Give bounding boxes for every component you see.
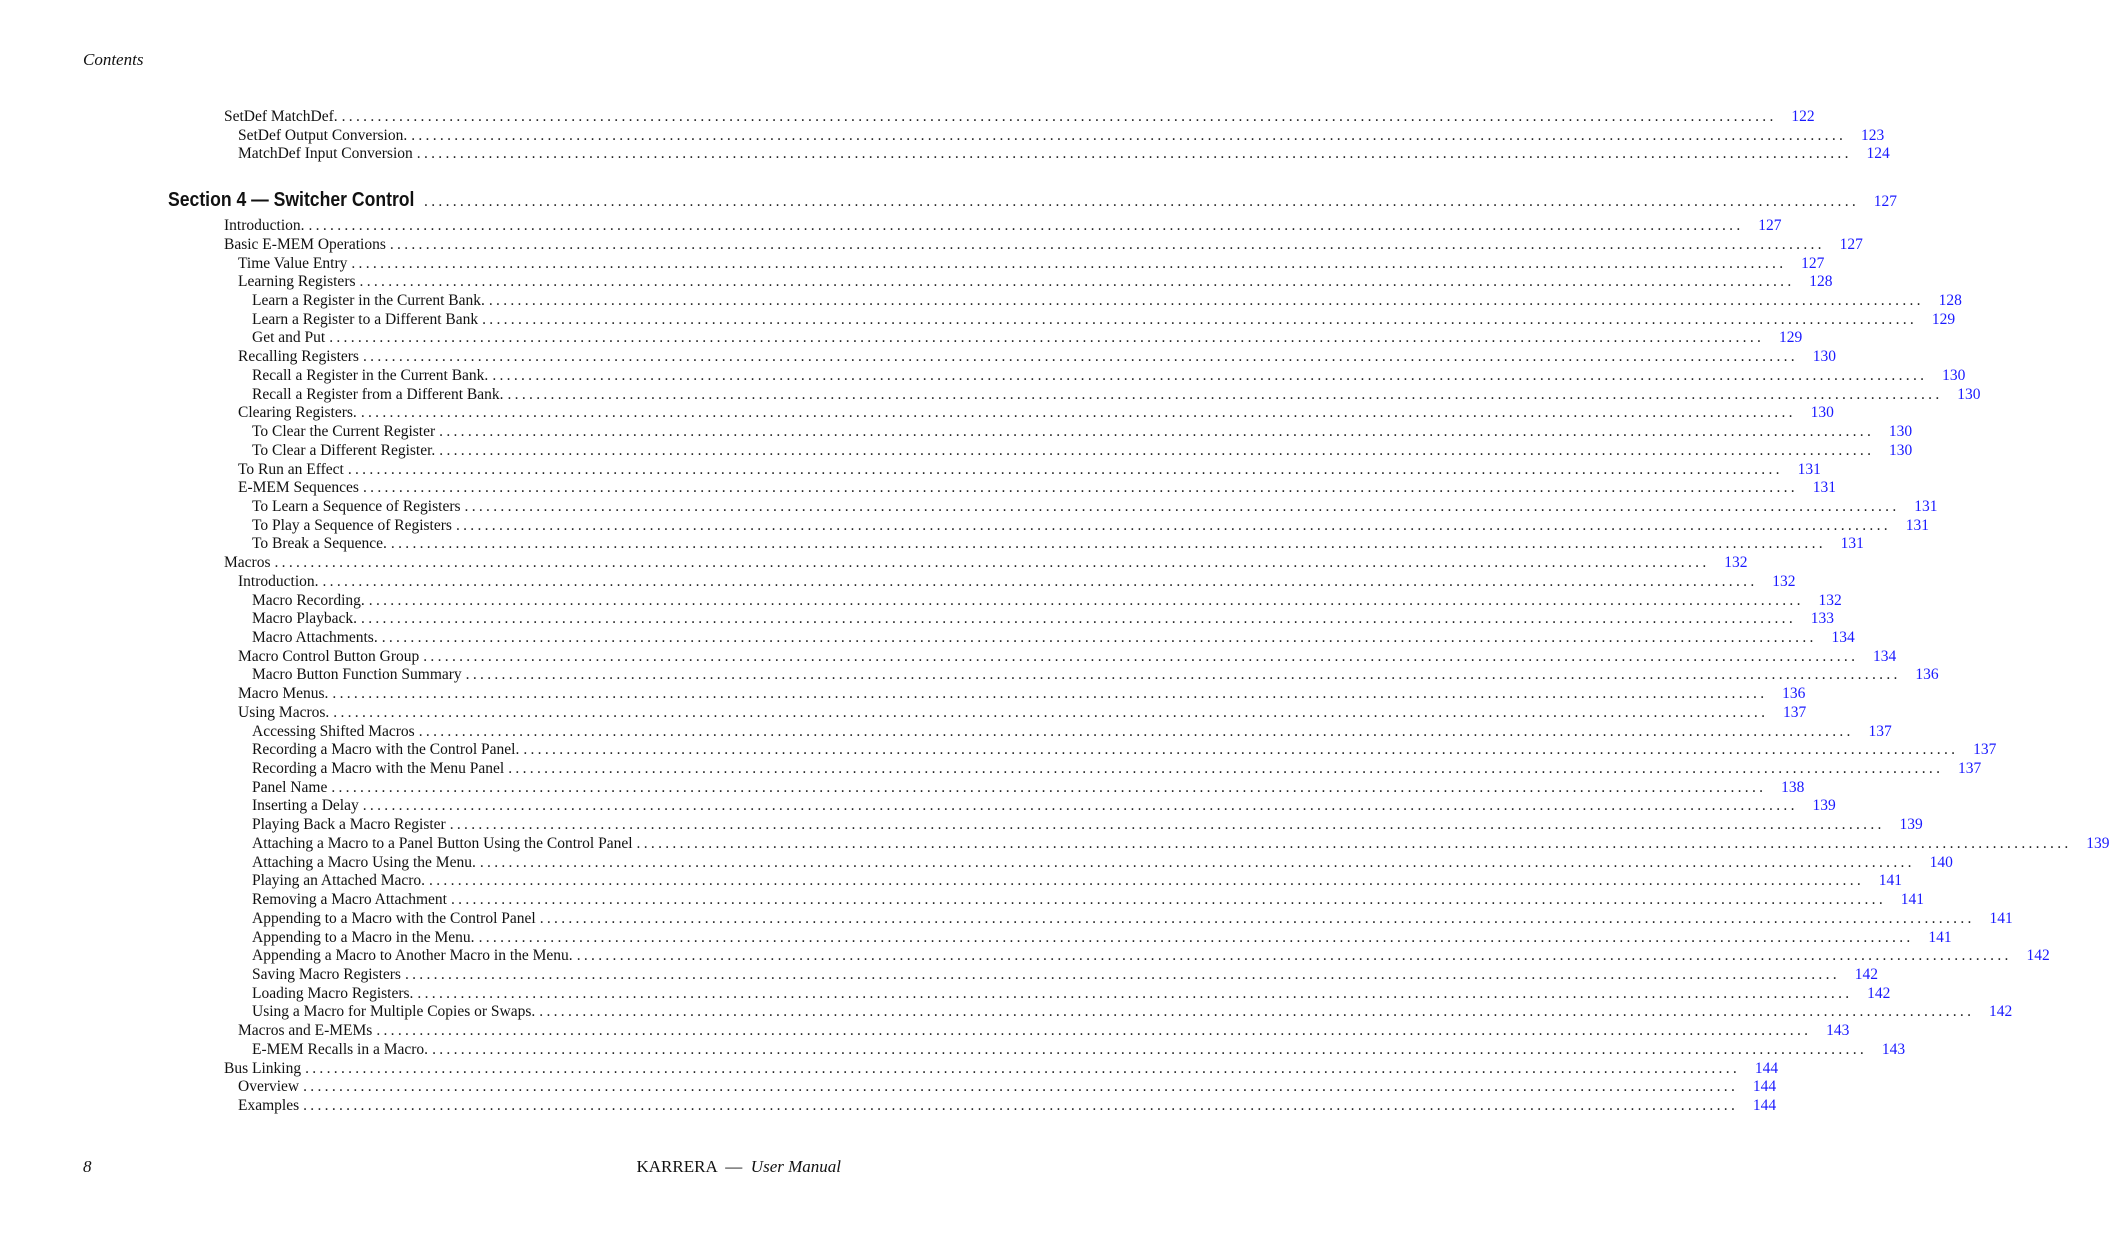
toc-page-link[interactable]: 130 xyxy=(1888,423,1913,441)
toc-page-link[interactable]: 131 xyxy=(1797,460,1821,478)
toc-page-link[interactable]: 127 xyxy=(1873,193,1898,211)
toc-entry-label: Accessing Shifted Macros xyxy=(252,722,415,740)
toc-page-link[interactable]: 130 xyxy=(1942,366,1966,384)
toc-leader-dots: ........................................................................................................................................................................................................ xyxy=(488,292,1924,310)
toc-entry[interactable] xyxy=(238,703,1807,722)
toc-page-link[interactable]: 139 xyxy=(1899,816,1923,834)
toc-leader-dots: ........................................................................................................................................................................................................ xyxy=(361,610,1797,628)
toc-entry[interactable] xyxy=(252,928,1952,947)
toc-page-link[interactable]: 132 xyxy=(1772,572,1796,590)
toc-entry-label: Time Value Entry xyxy=(238,254,348,272)
toc-entry-label: To Break a Sequence. xyxy=(252,535,387,553)
toc-entry[interactable] xyxy=(252,947,2050,965)
toc-leader-dots: ........................................................................................................................................................................................................ xyxy=(360,404,1796,422)
toc-page-link[interactable]: 137 xyxy=(1973,741,1997,759)
toc-page-link[interactable]: 127 xyxy=(1758,217,1782,235)
toc-entry[interactable] xyxy=(252,1003,2013,1021)
toc-entry-label: Macro Playback. xyxy=(252,610,358,628)
toc-leader-dots: ........................................................................................................................................................................................................ xyxy=(351,254,1787,272)
toc-entry-label: MatchDef Input Conversion xyxy=(238,145,413,163)
toc-entry[interactable] xyxy=(252,666,1939,684)
toc-leader-dots: ........................................................................................................................................................................................................ xyxy=(416,145,1852,163)
toc-leader-dots: ........................................................................................................................................................................................................ xyxy=(404,965,1840,983)
toc-entry-label: Macro Recording. xyxy=(252,591,365,609)
toc-entry-label: E-MEM Sequences xyxy=(238,479,359,497)
toc-page-link[interactable]: 136 xyxy=(1782,685,1806,703)
toc-entry-label: Macro Button Function Summary xyxy=(252,666,462,684)
toc-leader-dots: ........................................................................................................................................................................................................ xyxy=(492,366,1928,384)
toc-entry[interactable] xyxy=(238,254,1825,273)
toc-entry-label: Removing a Macro Attachment xyxy=(252,891,447,909)
toc-entry-label: Get and Put xyxy=(252,329,326,347)
toc-entry-label: Bus Linking xyxy=(224,1059,302,1077)
toc-leader-dots: ........................................................................................................................................................................................................ xyxy=(439,441,1875,459)
toc-entry[interactable] xyxy=(252,816,1923,834)
toc-entry-label: To Play a Sequence of Registers xyxy=(252,516,452,534)
toc-entry[interactable] xyxy=(224,1059,1779,1078)
toc-leader-dots: ........................................................................................................................................................................................................ xyxy=(303,1078,1739,1096)
toc-entry[interactable] xyxy=(224,217,1782,235)
toc-entry[interactable] xyxy=(252,591,1842,610)
toc-page-link[interactable]: 139 xyxy=(1812,797,1836,815)
toc-entry[interactable] xyxy=(252,872,1903,890)
toc-entry-label: Overview xyxy=(238,1078,300,1096)
toc-leader-dots: ........................................................................................................................................................................................................ xyxy=(464,497,1900,515)
toc-leader-dots: ........................................................................................................................................................................................................ xyxy=(411,126,1847,144)
toc-entry[interactable] xyxy=(252,965,1878,984)
toc-leader-dots: ........................................................................................................................................................................................................ xyxy=(523,741,1959,759)
toc-entry-label: Macro Menus. xyxy=(238,685,329,703)
toc-page-link[interactable]: 140 xyxy=(1929,853,1953,871)
toc-leader-dots: ........................................................................................................................................................................................................ xyxy=(424,193,1860,211)
toc-entry-label: Recall a Register in the Current Bank. xyxy=(252,366,489,384)
toc-page-link[interactable]: 142 xyxy=(1867,984,1891,1002)
toc-leader-dots: ........................................................................................................................................................................................................ xyxy=(362,797,1798,815)
toc-leader-dots: ........................................................................................................................................................................................................ xyxy=(341,108,1777,125)
toc-entry[interactable] xyxy=(252,984,1891,1003)
toc-entry-label: Learn a Register to a Different Bank xyxy=(252,310,479,328)
toc-entry-label: Attaching a Macro to a Panel Button Using the Control Panel xyxy=(252,834,633,852)
toc-entry[interactable] xyxy=(252,292,1962,310)
toc-entry[interactable] xyxy=(252,760,1982,778)
toc-entry-label: Panel Name xyxy=(252,778,328,796)
toc-page-link[interactable]: 129 xyxy=(1931,310,1956,328)
toc-entry-label: Recording a Macro with the Control Panel. xyxy=(252,741,520,759)
footer-doc-title: User Manual xyxy=(750,1157,841,1176)
toc-page-link[interactable]: 133 xyxy=(1810,610,1835,628)
toc-entry[interactable] xyxy=(252,441,1913,460)
toc-leader-dots: ........................................................................................................................................................................................................ xyxy=(347,460,1783,478)
toc-entry[interactable] xyxy=(224,554,1748,572)
toc-entry-label: Appending to a Macro with the Control Panel xyxy=(252,909,536,927)
toc-leader-dots: ........................................................................................................................................................................................................ xyxy=(331,778,1767,796)
toc-leader-dots: ........................................................................................................................................................................................................ xyxy=(449,816,1885,834)
toc-leader-dots: ........................................................................................................................................................................................................ xyxy=(381,629,1817,646)
toc-entry-label: Macros xyxy=(224,554,271,572)
toc-leader-dots: ........................................................................................................................................................................................................ xyxy=(322,572,1758,590)
toc-page-link[interactable]: 144 xyxy=(1752,1097,1777,1114)
toc-entry-label: Learn a Register in the Current Bank. xyxy=(252,292,485,310)
toc-entry[interactable] xyxy=(238,647,1897,666)
toc-entry[interactable] xyxy=(252,853,1953,872)
toc-entry-label: To Run an Effect xyxy=(238,460,344,478)
toc-page-link[interactable]: 142 xyxy=(2026,947,2050,965)
toc-leader-dots: ........................................................................................................................................................................................................ xyxy=(417,984,1853,1002)
toc-entry-label: Macros and E-MEMs xyxy=(238,1022,373,1040)
toc-page-link[interactable]: 136 xyxy=(1915,666,1939,684)
toc-page-link[interactable]: 130 xyxy=(1889,441,1913,459)
toc-page-link[interactable]: 137 xyxy=(1868,722,1892,740)
toc-entry[interactable] xyxy=(252,909,2013,928)
toc-leader-dots: ........................................................................................................................................................................................................ xyxy=(362,479,1798,497)
toc-entry-label: SetDef MatchDef. xyxy=(224,108,338,125)
toc-entry[interactable] xyxy=(252,610,1835,628)
toc-leader-dots: ........................................................................................................................................................................................................ xyxy=(451,891,1886,909)
toc-entry-label: Saving Macro Registers xyxy=(252,965,401,983)
toc-leader-dots: ........................................................................................................................................................................................................ xyxy=(576,947,2012,965)
footer-separator: — xyxy=(725,1157,743,1176)
toc-entry[interactable] xyxy=(252,797,1836,815)
toc-leader-dots: ........................................................................................................................................................................................................ xyxy=(479,853,1915,871)
toc-entry[interactable] xyxy=(238,479,1836,497)
toc-page-link[interactable]: 138 xyxy=(1781,778,1805,796)
toc-entry-label: Inserting a Delay xyxy=(252,797,359,815)
running-header: Contents xyxy=(83,50,144,69)
toc-entry-label: Loading Macro Registers. xyxy=(252,984,414,1002)
toc-leader-dots: ........................................................................................................................................................................................................ xyxy=(376,1022,1812,1040)
toc-page-link[interactable]: 142 xyxy=(1854,965,1878,983)
toc-page-link[interactable]: 141 xyxy=(1900,891,1924,909)
toc-leader-dots: ........................................................................................................................................................................................................ xyxy=(423,647,1859,665)
toc-leader-dots: ........................................................................................................................................................................................................ xyxy=(482,310,1918,328)
toc-page-link[interactable]: 137 xyxy=(1958,760,1982,778)
toc-entry[interactable] xyxy=(252,629,1855,647)
toc-leader-dots: ........................................................................................................................................................................................................ xyxy=(429,872,1865,890)
toc-page-link[interactable]: 143 xyxy=(1826,1022,1850,1040)
toc-entry[interactable] xyxy=(252,366,1966,385)
toc-leader-dots: ........................................................................................................................................................................................................ xyxy=(465,666,1901,684)
toc-entry[interactable] xyxy=(238,460,1821,479)
toc-page-link[interactable]: 128 xyxy=(1938,292,1962,310)
toc-page-link[interactable]: 141 xyxy=(1878,872,1903,890)
toc-leader-dots: ........................................................................................................................................................................................................ xyxy=(508,760,1944,778)
toc-entry[interactable] xyxy=(252,329,1803,347)
toc-entry[interactable] xyxy=(252,722,1892,741)
toc-page-link[interactable]: 134 xyxy=(1831,629,1855,646)
toc-page-link[interactable]: 141 xyxy=(1928,928,1952,946)
toc-entry-label: To Clear a Different Register. xyxy=(252,441,436,459)
toc-entry-label: Basic E-MEM Operations xyxy=(224,235,386,253)
toc-leader-dots: ........................................................................................................................................................................................................ xyxy=(332,685,1768,703)
toc-leader-dots: ........................................................................................................................................................................................................ xyxy=(329,329,1765,347)
toc-entry-label: Introduction. xyxy=(224,217,305,235)
toc-leader-dots: ........................................................................................................................................................................................................ xyxy=(455,516,1891,534)
toc-page-link[interactable]: 137 xyxy=(1783,703,1807,721)
toc-entry[interactable] xyxy=(252,497,1938,516)
toc-entry-label: Using Macros. xyxy=(238,703,330,721)
page-number: 8 xyxy=(83,1157,92,1176)
toc-page-link[interactable]: 130 xyxy=(1812,348,1836,366)
toc-leader-dots: ........................................................................................................................................................................................................ xyxy=(390,535,1826,553)
toc-entry-label: Clearing Registers. xyxy=(238,404,357,422)
toc-page-link[interactable]: 127 xyxy=(1801,254,1825,272)
toc-entry-label: Macro Control Button Group xyxy=(238,647,420,665)
toc-entry-label: Learning Registers xyxy=(238,273,356,291)
toc-leader-dots: ........................................................................................................................................................................................................ xyxy=(362,348,1798,366)
toc-page-link[interactable]: 127 xyxy=(1839,235,1863,253)
toc-entry[interactable] xyxy=(238,685,1806,703)
toc-entry[interactable] xyxy=(238,404,1834,422)
toc-leader-dots: ........................................................................................................................................................................................................ xyxy=(303,1097,1739,1114)
toc-page-link[interactable]: 122 xyxy=(1791,108,1815,125)
toc-entry[interactable] xyxy=(252,385,1981,404)
toc-leader-dots: ........................................................................................................................................................................................................ xyxy=(636,834,2072,852)
toc-leader-dots: ........................................................................................................................................................................................................ xyxy=(418,722,1854,740)
toc-leader-dots: ........................................................................................................................................................................................................ xyxy=(539,1003,1975,1021)
toc-entry[interactable] xyxy=(252,423,1913,441)
toc-entry-label: Recall a Register from a Different Bank. xyxy=(252,385,504,403)
toc-entry[interactable] xyxy=(252,310,1956,329)
toc-page-link[interactable]: 141 xyxy=(1989,909,2013,927)
toc-leader-dots: ........................................................................................................................................................................................................ xyxy=(389,235,1825,253)
toc-section-heading[interactable] xyxy=(168,187,1898,213)
toc-leader-dots: ........................................................................................................................................................................................................ xyxy=(478,928,1914,946)
toc-page-link[interactable]: 144 xyxy=(1752,1078,1777,1096)
toc-entry[interactable] xyxy=(238,1078,1777,1096)
toc-entry-label: Macro Attachments. xyxy=(252,629,378,646)
toc-entry[interactable] xyxy=(238,1022,1850,1040)
toc-entry-label: Appending a Macro to Another Macro in the Menu. xyxy=(252,947,573,965)
toc-entry-label: Examples xyxy=(238,1097,300,1114)
toc-entry[interactable] xyxy=(224,235,1863,254)
toc-page-link[interactable]: 142 xyxy=(1989,1003,2013,1021)
toc-page-link[interactable]: 131 xyxy=(1812,479,1836,497)
toc-leader-dots: ........................................................................................................................................................................................................ xyxy=(333,703,1769,721)
toc-page-link[interactable]: 124 xyxy=(1866,145,1890,163)
toc-leader-dots: ........................................................................................................................................................................................................ xyxy=(439,423,1875,441)
toc-entry[interactable] xyxy=(252,891,1924,909)
toc-entry-label: Playing an Attached Macro. xyxy=(252,872,426,890)
toc-entry[interactable] xyxy=(238,1097,1777,1115)
toc-entry-label: Section 4 — Switcher Control xyxy=(168,189,415,212)
toc-page-link[interactable]: 129 xyxy=(1778,329,1803,347)
footer-product: KARRERA xyxy=(636,1157,717,1176)
toc-leader-dots: ........................................................................................................................................................................................................ xyxy=(539,909,1975,927)
toc-entry[interactable] xyxy=(238,572,1796,591)
toc-entry[interactable] xyxy=(224,108,1815,126)
toc-entry-label: Recalling Registers xyxy=(238,348,359,366)
toc-entry[interactable] xyxy=(238,126,1885,145)
toc-entry-label: SetDef Output Conversion. xyxy=(238,126,408,144)
toc-entry-label: Using a Macro for Multiple Copies or Swaps. xyxy=(252,1003,536,1021)
toc-entry-label: To Learn a Sequence of Registers xyxy=(252,497,461,515)
toc-entry[interactable] xyxy=(238,273,1833,291)
footer-title xyxy=(637,1157,842,1177)
toc-entry-label: Introduction. xyxy=(238,572,319,590)
toc-page-link[interactable]: 143 xyxy=(1881,1040,1906,1058)
toc-page-link[interactable]: 130 xyxy=(1957,385,1981,403)
toc-leader-dots: ........................................................................................................................................................................................................ xyxy=(308,217,1744,235)
toc-entry-label: E-MEM Recalls in a Macro. xyxy=(252,1040,429,1058)
toc-entry[interactable] xyxy=(252,1040,1906,1059)
toc-entry-label: Recording a Macro with the Menu Panel xyxy=(252,760,505,778)
toc-page-link[interactable]: 139 xyxy=(2086,834,2110,852)
toc-entry[interactable] xyxy=(252,778,1805,797)
toc-page-link[interactable]: 131 xyxy=(1914,497,1938,515)
toc-entry-label: Playing Back a Macro Register xyxy=(252,816,446,834)
toc-entry-label: To Clear the Current Register xyxy=(252,423,436,441)
toc-entry[interactable] xyxy=(238,348,1836,366)
toc-entry[interactable] xyxy=(252,516,1929,535)
toc-page-link[interactable]: 131 xyxy=(1840,535,1864,553)
toc-entry-label: Attaching a Macro Using the Menu. xyxy=(252,853,476,871)
toc-leader-dots: ........................................................................................................................................................................................................ xyxy=(507,385,1943,403)
toc-entry[interactable] xyxy=(238,145,1890,163)
toc-page-link[interactable]: 132 xyxy=(1724,554,1748,572)
toc-entry[interactable] xyxy=(252,834,2110,853)
toc-leader-dots: ........................................................................................................................................................................................................ xyxy=(432,1040,1868,1058)
toc-page-link[interactable]: 128 xyxy=(1809,273,1833,291)
toc-page-link[interactable]: 132 xyxy=(1818,591,1842,609)
toc-page-link[interactable]: 144 xyxy=(1754,1059,1779,1077)
toc-entry[interactable] xyxy=(252,535,1864,553)
toc-leader-dots: ........................................................................................................................................................................................................ xyxy=(274,554,1710,572)
toc-page-link[interactable]: 131 xyxy=(1905,516,1929,534)
toc-entry[interactable] xyxy=(252,741,1997,759)
toc-page-link[interactable]: 134 xyxy=(1873,647,1897,665)
toc-page-link[interactable]: 123 xyxy=(1860,126,1885,144)
toc-leader-dots: ........................................................................................................................................................................................................ xyxy=(305,1059,1741,1077)
toc-leader-dots: ........................................................................................................................................................................................................ xyxy=(368,591,1804,609)
toc-page-link[interactable]: 130 xyxy=(1810,404,1834,422)
toc-leader-dots: ........................................................................................................................................................................................................ xyxy=(359,273,1795,291)
toc-entry-label: Appending to a Macro in the Menu. xyxy=(252,928,475,946)
